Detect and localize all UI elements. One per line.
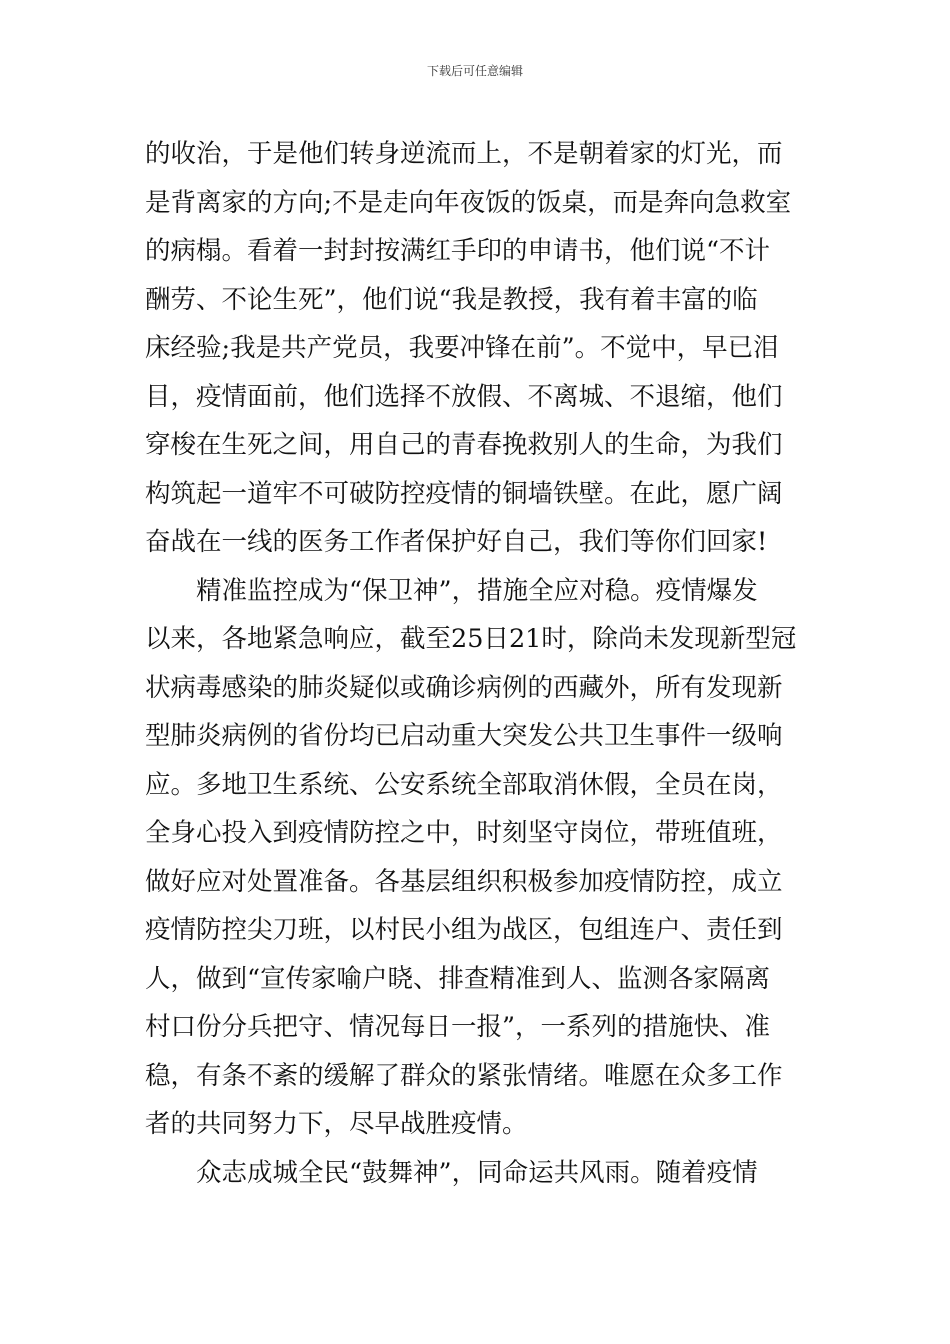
text-line: 村口份分兵把守、情况每日一报”，一系列的措施快、准 [145, 1012, 771, 1042]
text-line: 目，疫情面前，他们选择不放假、不离城、不退缩，他们 [145, 381, 783, 412]
text-line: 是背离家的方向;不是走向年夜饭的饭桌，而是奔向急救室 [145, 187, 792, 218]
text-line: 状病毒感染的肺炎疑似或确诊病例的西藏外，所有发现新 [145, 672, 783, 703]
text-line: 的病榻。看着一封封按满红手印的申请书，他们说“不计 [145, 236, 771, 266]
text-line: 全身心投入到疫情防控之中，时刻坚守岗位，带班值班， [145, 818, 783, 848]
text-line: 以来，各地紧急响应，截至25日21时，除尚未发现新型冠 [145, 624, 797, 654]
text-line: 者的共同努力下，尽早战胜疫情。 [145, 1109, 528, 1139]
text-line: 做好应对处置准备。各基层组织积极参加疫情防控，成立 [145, 866, 783, 897]
text-line: 疫情防控尖刀班，以村民小组为战区，包组连户、责任到 [145, 915, 783, 945]
text-line: 众志成城全民“鼓舞神”，同命运共风雨。随着疫情 [196, 1157, 758, 1188]
text-line: 稳，有条不紊的缓解了群众的紧张情绪。唯愿在众多工作 [145, 1060, 783, 1091]
text-line: 酬劳、不论生死”，他们说“我是教授，我有着丰富的临 [145, 284, 758, 315]
page-header: 下载后可任意编辑 [426, 64, 523, 78]
body-text [145, 130, 809, 1197]
text-line: 精准监控成为“保卫神”，措施全应对稳。疫情爆发 [196, 575, 758, 606]
text-line: 床经验;我是共产党员，我要冲锋在前”。不觉中，早已泪 [145, 333, 779, 363]
text-line: 的收治，于是他们转身逆流而上，不是朝着家的灯光，而 [145, 139, 783, 169]
text-line: 应。多地卫生系统、公安系统全部取消休假，全员在岗， [145, 769, 783, 800]
text-line: 奋战在一线的医务工作者保护好自己，我们等你们回家! [145, 527, 768, 557]
text-line: 型肺炎病例的省份均已启动重大突发公共卫生事件一级响 [145, 721, 783, 751]
text-line: 构筑起一道牢不可破防控疫情的铜墙铁壁。在此，愿广阔 [145, 478, 783, 509]
text-line: 人，做到“宣传家喻户晓、排查精准到人、监测各家隔离 [145, 963, 771, 994]
text-line: 穿梭在生死之间，用自己的青春挽救别人的生命，为我们 [145, 430, 783, 460]
